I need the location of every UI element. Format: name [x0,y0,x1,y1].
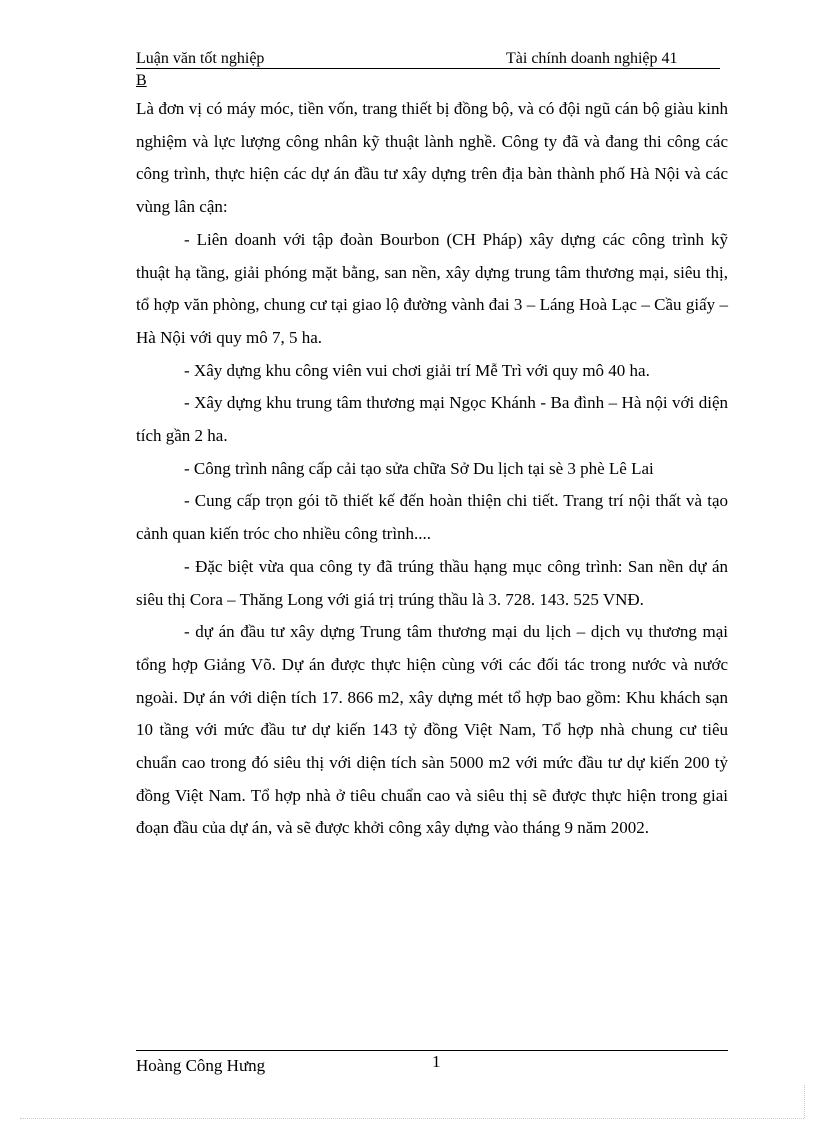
list-item-design-package: - Cung cấp trọn gói tõ thiết kế đến hoàn thiện chi tiết. Trang trí nội thất và tạo cảnh quan kiến tróc cho nhiều công trình.... [136,491,728,544]
list-item-bourbon: - Liên doanh với tập đoàn Bourbon (CH Pháp) xây dựng các công trình kỹ thuật hạ tầng, giải phóng mặt bằng, san nền, xây dựng trung tâm thương mại, siêu thị, tổ hợp văn phòng, chung cư tại giao lộ đường vành đai 3 – Láng Hoà Lạc – Cầu giấy – Hà Nội với quy mô 7, 5 ha. [136,229,728,347]
list-item-tourism-dept: - Công trình nâng cấp cải tạo sửa chữa Sở Du lịch tại sè 3 phè Lê Lai [184,458,654,478]
list-item-ngoc-khanh: - Xây dựng khu trung tâm thương mại Ngọc Khánh - Ba đình – Hà nội với diện tích gần 2 ha. [136,393,728,446]
page-right-edge [804,1085,805,1118]
intro-paragraph: Là đơn vị có máy móc, tiền vốn, trang thiết bị đồng bộ, và có đội ngũ cán bộ giàu kinh nghiệm và lực lượng công nhân kỹ thuật lành nghề. Công ty đã và đang thi công các công trình, thực hiện các dự án đầu tư xây dựng trên địa bàn thành phố Hà Nội và các vùng lân cận: [136,99,728,217]
list-item-giang-vo-project: - dự án đầu tư xây dựng Trung tâm thương mại du lịch – dịch vụ thương mại tổng hợp Giảng Võ. Dự án được thực hiện cùng với các đối tác trong nước và nước ngoài. Dự án với diện tích 17. 866 m2, xây dựng mét tổ hợp bao gồm: Khu khách sạn 10 tầng với mức đầu tư dự kiến 143 tỷ đồng Việt Nam, Tổ hợp nhà chung cư tiêu chuẩn cao trong đó siêu thị với diện tích sàn 5000 m2 với mức đầu tư dự kiến 200 tỷ đồng Việt Nam. Tổ hợp nhà ở tiêu chuẩn cao và siêu thị sẽ được thực hiện trong giai đoạn đầu của dự án, và sẽ được khởi công xây dựng vào tháng 9 năm 2002. [136,622,728,838]
list-item-me-tri-park: - Xây dựng khu công viên vui chơi giải trí Mễ Trì với quy mô 40 ha. [184,360,650,380]
footer-divider [136,1050,728,1051]
header-class-continuation: B [136,72,147,89]
page-number: 1 [432,1052,441,1071]
header-thesis-label: Luận văn tốt nghiệp [136,50,265,67]
document-body [136,93,728,845]
header-class-label: Tài chính doanh nghiệp 41 [506,50,678,67]
page-header [136,50,720,69]
page-bottom-edge [20,1118,804,1119]
list-item-cora-bid: - Đặc biệt vừa qua công ty đã trúng thầu hạng mục công trình: San nền dự án siêu thị Cora – Thăng Long với giá trị trúng thầu là 3. 728. 143. 525 VNĐ. [136,556,728,609]
footer-author: Hoàng Công Hưng [136,1056,266,1075]
